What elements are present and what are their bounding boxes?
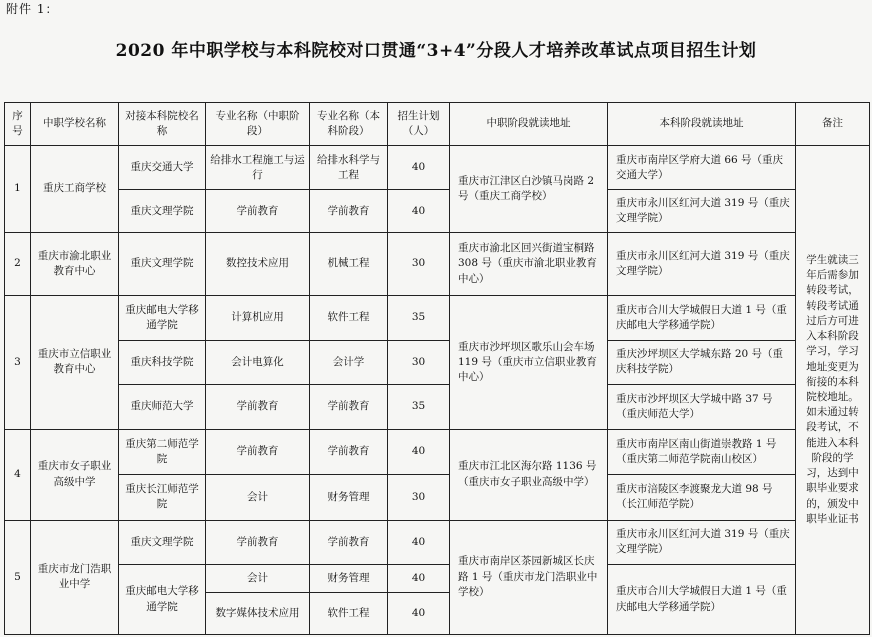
addr-uni-cell: 重庆市永川区红河大道 319 号（重庆文理学院）	[608, 520, 796, 564]
table-row	[5, 429, 870, 475]
seq-cell: 3	[5, 296, 31, 429]
major-uni-cell: 软件工程	[310, 592, 388, 634]
attachment-label: 附件 1：	[6, 2, 59, 16]
major-uni-cell: 学前教育	[310, 385, 388, 429]
header-major-sec: 专业名称（中职阶段）	[206, 103, 310, 146]
addr-uni-cell: 重庆市永川区红河大道 319 号（重庆文理学院）	[608, 232, 796, 296]
addr-uni-cell: 重庆市涪陵区李渡聚龙大道 98 号（长江师范学院）	[608, 475, 796, 521]
major-uni-cell: 会计学	[310, 340, 388, 384]
uni-cell: 重庆科技学院	[119, 340, 206, 384]
school-cell: 重庆市女子职业高级中学	[31, 429, 119, 520]
quota-cell: 40	[388, 146, 450, 190]
major-uni-cell: 财务管理	[310, 565, 388, 593]
addr-sec-cell: 重庆市沙坪坝区歌乐山会车场 119 号（重庆市立信职业教育中心）	[450, 296, 608, 429]
uni-cell: 重庆师范大学	[119, 385, 206, 429]
addr-uni-cell: 重庆沙坪坝区大学城东路 20 号（重庆科技学院）	[608, 340, 796, 384]
major-sec-cell: 会计电算化	[206, 340, 310, 384]
table-row	[5, 520, 870, 564]
major-uni-cell: 财务管理	[310, 475, 388, 521]
uni-cell: 重庆邮电大学移通学院	[119, 565, 206, 635]
major-sec-cell: 学前教育	[206, 385, 310, 429]
uni-cell: 重庆文理学院	[119, 232, 206, 296]
addr-uni-cell: 重庆市永川区红河大道 319 号（重庆文理学院）	[608, 190, 796, 232]
note-cell: 学生就读三年后需参加转段考试，转段考试通过后方可进入本科阶段学习，学习地址变更为衔接的本科院校地址。如未通过转段考试，不能进入本科阶段的学习，达到中职毕业要求的，颁发中职毕业证书	[796, 146, 870, 635]
enrollment-plan-table	[4, 102, 870, 635]
addr-sec-cell: 重庆市渝北区回兴街道宝桐路 308 号（重庆市渝北职业教育中心）	[450, 232, 608, 296]
header-school: 中职学校名称	[31, 103, 119, 146]
major-uni-cell: 学前教育	[310, 520, 388, 564]
quota-cell: 30	[388, 475, 450, 521]
quota-cell: 35	[388, 385, 450, 429]
addr-uni-cell: 重庆市南岸区南山街道崇教路 1 号（重庆第二师范学院南山校区）	[608, 429, 796, 475]
major-uni-cell: 学前教育	[310, 429, 388, 475]
quota-cell: 40	[388, 592, 450, 634]
seq-cell: 1	[5, 146, 31, 233]
major-sec-cell: 学前教育	[206, 429, 310, 475]
table-row	[5, 296, 870, 340]
major-uni-cell: 学前教育	[310, 190, 388, 232]
school-cell: 重庆市渝北职业教育中心	[31, 232, 119, 296]
quota-cell: 30	[388, 232, 450, 296]
table-row	[5, 146, 870, 190]
quota-cell: 40	[388, 429, 450, 475]
header-quota: 招生计划（人）	[388, 103, 450, 146]
quota-cell: 40	[388, 190, 450, 232]
seq-cell: 5	[5, 520, 31, 634]
uni-cell: 重庆邮电大学移通学院	[119, 296, 206, 340]
table-row	[5, 340, 870, 384]
header-seq: 序号	[5, 103, 31, 146]
major-sec-cell: 学前教育	[206, 520, 310, 564]
table-row	[5, 565, 870, 593]
header-note: 备注	[796, 103, 870, 146]
quota-cell: 40	[388, 565, 450, 593]
major-sec-cell: 数字媒体技术应用	[206, 592, 310, 634]
addr-sec-cell: 重庆市南岸区茶园新城区长庆路 1 号（重庆市龙门浩职业中学校）	[450, 520, 608, 634]
header-addr-uni: 本科阶段就读地址	[608, 103, 796, 146]
addr-uni-cell: 重庆市沙坪坝区大学城中路 37 号（重庆师范大学）	[608, 385, 796, 429]
major-sec-cell: 数控技术应用	[206, 232, 310, 296]
addr-uni-cell: 重庆市合川大学城假日大道 1 号（重庆邮电大学移通学院）	[608, 296, 796, 340]
header-major-uni: 专业名称（本科阶段）	[310, 103, 388, 146]
uni-cell: 重庆第二师范学院	[119, 429, 206, 475]
uni-cell: 重庆文理学院	[119, 190, 206, 232]
major-uni-cell: 机械工程	[310, 232, 388, 296]
document-title: 2020 年中职学校与本科院校对口贯通“3+4”分段人才培养改革试点项目招生计划	[115, 41, 757, 61]
addr-sec-cell: 重庆市江津区白沙镇马岗路 2 号（重庆工商学校）	[450, 146, 608, 233]
seq-cell: 2	[5, 232, 31, 296]
table-row	[5, 190, 870, 232]
major-sec-cell: 学前教育	[206, 190, 310, 232]
addr-uni-cell: 重庆市南岸区学府大道 66 号（重庆交通大学）	[608, 146, 796, 190]
header-row	[5, 103, 870, 146]
major-sec-cell: 计算机应用	[206, 296, 310, 340]
seq-cell: 4	[5, 429, 31, 520]
quota-cell: 40	[388, 520, 450, 564]
header-addr-sec: 中职阶段就读地址	[450, 103, 608, 146]
table-row	[5, 232, 870, 296]
quota-cell: 35	[388, 296, 450, 340]
major-sec-cell: 会计	[206, 565, 310, 593]
uni-cell: 重庆交通大学	[119, 146, 206, 190]
major-uni-cell: 给排水科学与工程	[310, 146, 388, 190]
addr-uni-cell: 重庆市合川大学城假日大道 1 号（重庆邮电大学移通学院）	[608, 565, 796, 635]
quota-cell: 30	[388, 340, 450, 384]
uni-cell: 重庆文理学院	[119, 520, 206, 564]
school-cell: 重庆市龙门浩职业中学	[31, 520, 119, 634]
school-cell: 重庆工商学校	[31, 146, 119, 233]
major-sec-cell: 给排水工程施工与运行	[206, 146, 310, 190]
major-uni-cell: 软件工程	[310, 296, 388, 340]
addr-sec-cell: 重庆市江北区海尔路 1136 号（重庆市女子职业高级中学）	[450, 429, 608, 520]
header-uni: 对接本科院校名称	[119, 103, 206, 146]
table-row	[5, 475, 870, 521]
uni-cell: 重庆长江师范学院	[119, 475, 206, 521]
major-sec-cell: 会计	[206, 475, 310, 521]
table-row	[5, 385, 870, 429]
school-cell: 重庆市立信职业教育中心	[31, 296, 119, 429]
